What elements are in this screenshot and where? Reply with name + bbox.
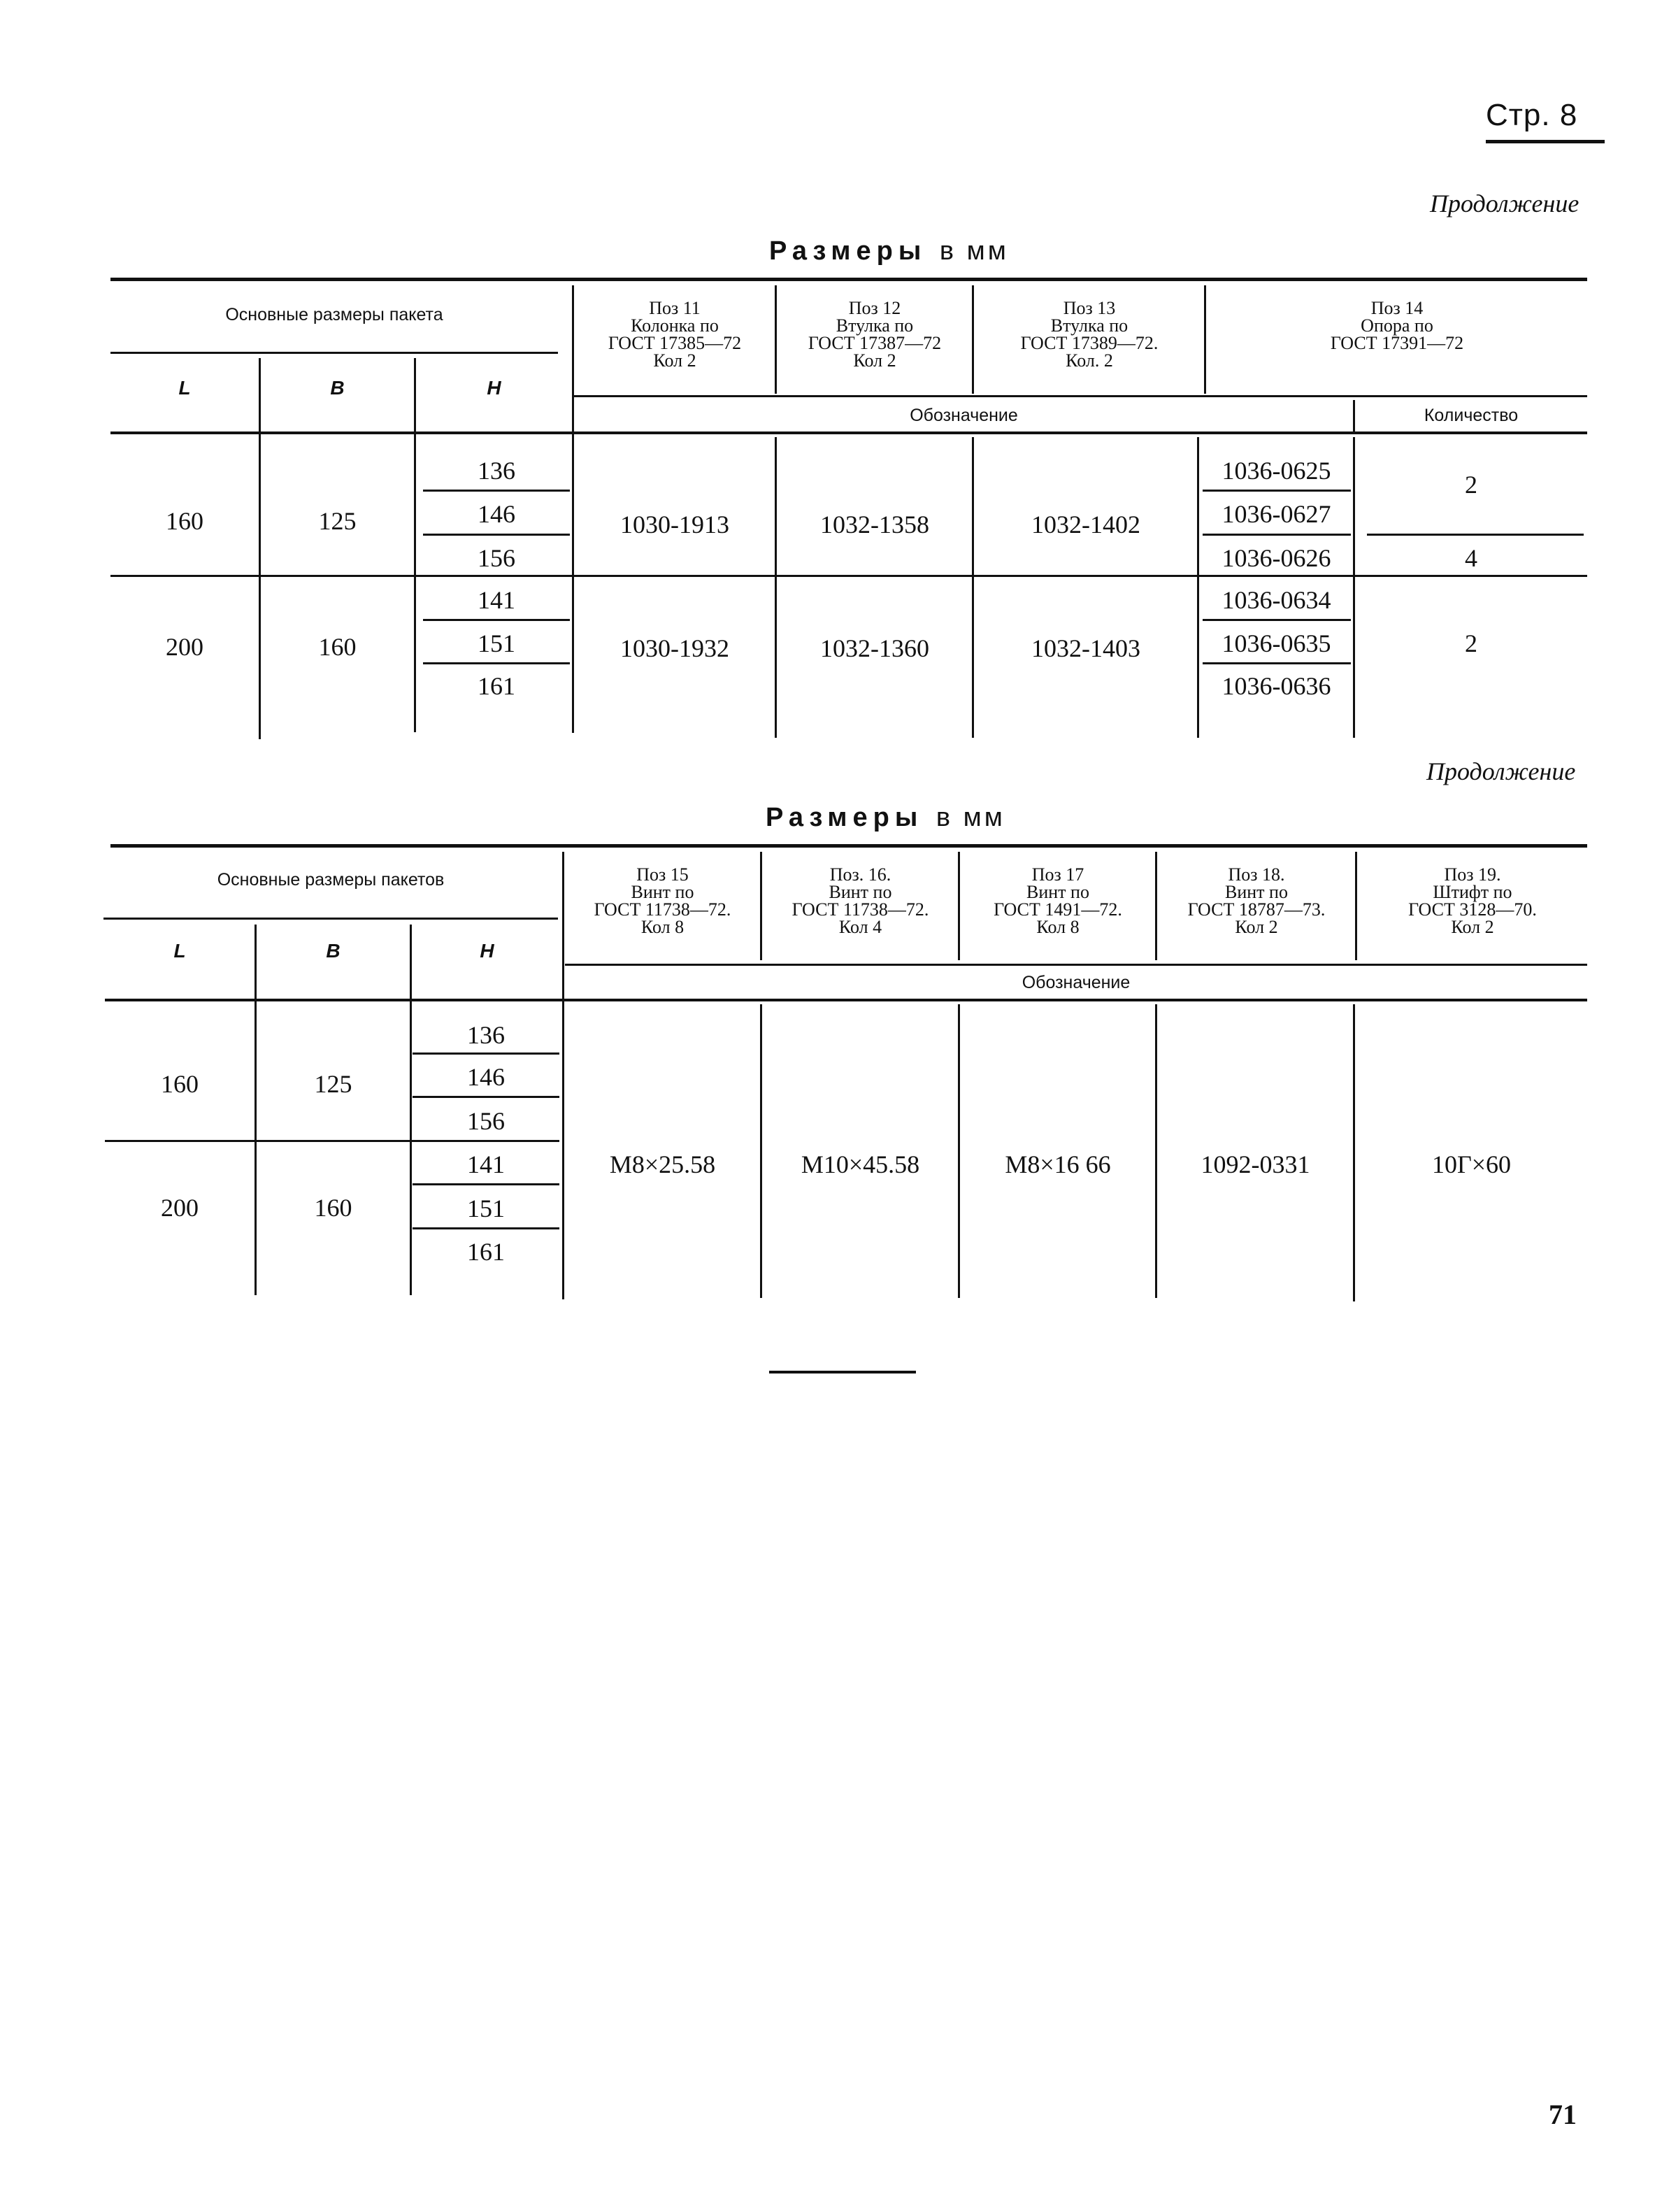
t2-vline	[1155, 852, 1157, 960]
t1-group-header: Основные размеры пакета	[225, 304, 443, 324]
t1-qty-val: 4	[1465, 543, 1477, 572]
pos-line: Поз. 16.	[829, 864, 891, 885]
t2-L-160: 160	[161, 1070, 199, 1098]
t2-H-cell: 156	[467, 1106, 505, 1135]
t2-vline	[760, 1004, 762, 1298]
t1-H-cell: 151	[478, 629, 515, 657]
pos-line: Колонка по	[631, 315, 719, 336]
t2-pos17-header	[961, 866, 1155, 936]
t1-pos14-val: 1036-0627	[1221, 499, 1331, 528]
pos-line: Кол 2	[853, 350, 896, 371]
table2-caption	[766, 803, 1005, 833]
t1-pos13-val: 1032-1403	[1031, 634, 1140, 662]
t1-h-rule	[423, 490, 570, 492]
t1-L-160: 160	[166, 507, 203, 535]
pos-line: Винт по	[631, 882, 694, 902]
t2-designation-label: Обозначение	[1022, 972, 1131, 992]
t1-pos13-header	[975, 299, 1204, 369]
t1-vline	[1197, 437, 1199, 738]
t2-axis-L: L	[173, 940, 186, 962]
header-underline	[1486, 140, 1605, 143]
t2-h-rule	[413, 1227, 559, 1229]
pos-line: Поз 11	[649, 298, 701, 318]
t2-pos17-val: M8×16 66	[1005, 1150, 1111, 1178]
t2-pos16-header	[763, 866, 958, 936]
t1-pos14-val: 1036-0625	[1221, 456, 1331, 485]
pos-line: Винт по	[1026, 882, 1089, 902]
t1-pos12-val: 1032-1358	[820, 511, 929, 538]
pos-line: ГОСТ 18787—73.	[1187, 899, 1326, 920]
pos-line: ГОСТ 11738—72.	[594, 899, 731, 920]
t2-axis-B: B	[326, 940, 341, 962]
pos-line: Кол 4	[838, 917, 882, 937]
continuation-label-1: Продолжение	[1430, 190, 1579, 217]
t1-B-160: 160	[318, 633, 357, 661]
t2-pos15-header	[565, 866, 760, 936]
t2-group-rule	[103, 918, 558, 920]
t1-pos11-header	[575, 299, 775, 369]
t2-pos15-val: M8×25.58	[609, 1150, 716, 1178]
t1-pos12-header	[778, 299, 972, 369]
pos-line: ГОСТ 17391—72	[1330, 333, 1464, 353]
t1-H-cell: 156	[478, 543, 515, 572]
end-dash	[769, 1371, 916, 1373]
pos-line: Поз 19.	[1444, 864, 1501, 885]
t2-axis-H: H	[480, 940, 494, 962]
t1-vline	[972, 285, 974, 394]
t1-pos12-val: 1032-1360	[820, 634, 929, 662]
page-number: 71	[1549, 2099, 1577, 2130]
t2-H-cell: 161	[467, 1237, 505, 1266]
pos-line: ГОСТ 17385—72	[608, 333, 742, 353]
pos-line: ГОСТ 11738—72.	[791, 899, 929, 920]
t2-pos19-val: 10Г×60	[1431, 1150, 1512, 1178]
t1-axis-L: L	[178, 377, 191, 399]
pos-line: Винт по	[1225, 882, 1288, 902]
t1-axis-B: B	[330, 377, 345, 399]
t1-qty-val: 2	[1465, 629, 1477, 657]
caption-unit: в мм	[936, 803, 1005, 832]
t1-pos14-header	[1207, 299, 1587, 352]
t1-H-cell: 146	[478, 499, 515, 528]
t2-vline	[760, 852, 762, 960]
t2-H-cell: 136	[467, 1020, 505, 1049]
t1-vline	[1204, 285, 1206, 394]
caption-unit: в мм	[939, 236, 1009, 266]
t2-vline	[1353, 1004, 1355, 1301]
t2-vline	[1355, 852, 1357, 960]
caption-main: Размеры	[766, 803, 924, 832]
t1-pos-rule	[573, 395, 1587, 397]
pos-line: Кол 2	[1451, 917, 1494, 937]
page-header: Стр. 8	[1486, 98, 1578, 132]
t1-L-200: 200	[166, 633, 203, 661]
t1-h-rule	[423, 534, 570, 536]
t1-pos11-val: 1030-1913	[620, 511, 729, 538]
t1-vline	[414, 358, 416, 732]
pos-line: Кол 8	[640, 917, 685, 937]
t1-qty-val: 2	[1465, 470, 1477, 499]
t1-p14-rule	[1203, 619, 1351, 621]
t2-head-rule	[105, 999, 1587, 1001]
t2-vline	[958, 1004, 960, 1298]
t1-pos13-val: 1032-1402	[1031, 511, 1140, 538]
pos-line: Опора по	[1361, 315, 1433, 336]
pos-line: Кол 2	[653, 350, 696, 371]
table1-caption	[769, 236, 1009, 266]
pos-line: ГОСТ 17387—72	[808, 333, 942, 353]
t1-vline	[972, 437, 974, 738]
t1-B-125: 125	[318, 507, 357, 535]
t2-pos18-val: 1092-0331	[1201, 1150, 1310, 1178]
pos-line: Втулка по	[1050, 315, 1129, 336]
t2-top-rule	[110, 844, 1587, 848]
pos-line: ГОСТ 1491—72.	[994, 899, 1122, 920]
pos-line: Кол 8	[1036, 917, 1080, 937]
t2-B-125: 125	[314, 1070, 352, 1098]
t2-group-header: Основные размеры пакетов	[217, 869, 445, 890]
t2-group-divider	[105, 1140, 559, 1142]
t2-vline	[1155, 1004, 1157, 1298]
t1-top-rule	[110, 278, 1587, 281]
pos-line: Поз 14	[1370, 298, 1424, 318]
t2-vline	[410, 925, 412, 1295]
t1-group-rule	[110, 352, 558, 354]
t1-vline	[775, 285, 777, 394]
pos-line: Втулка по	[836, 315, 914, 336]
pos-line: Штифт по	[1433, 882, 1512, 902]
pos-line: Винт по	[829, 882, 892, 902]
t2-vline	[958, 852, 960, 960]
pos-line: ГОСТ 17389—72.	[1020, 333, 1159, 353]
t2-h-rule	[413, 1183, 559, 1185]
t1-pos14-val: 1036-0636	[1221, 671, 1331, 700]
t2-h-rule	[413, 1096, 559, 1098]
t1-pos11-val: 1030-1932	[620, 634, 729, 662]
t1-p14-rule	[1203, 490, 1351, 492]
t2-L-200: 200	[161, 1194, 199, 1222]
t1-vline	[572, 285, 574, 733]
t2-pos18-header	[1158, 866, 1355, 936]
t1-pos14-val: 1036-0635	[1221, 629, 1331, 657]
t1-vline	[775, 437, 777, 738]
t1-p14-rule	[1203, 534, 1351, 536]
t2-vline	[562, 852, 564, 1299]
pos-line: ГОСТ 3128—70.	[1408, 899, 1537, 920]
t2-H-cell: 146	[467, 1062, 505, 1091]
continuation-label-2: Продолжение	[1426, 757, 1576, 785]
t1-quantity-label: Количество	[1424, 405, 1519, 425]
t1-h-rule	[423, 619, 570, 621]
pos-line: Кол. 2	[1066, 350, 1113, 371]
t1-h-rule	[423, 662, 570, 664]
t1-H-cell: 161	[478, 671, 515, 700]
t1-p14-rule	[1203, 662, 1351, 664]
pos-line: Поз 15	[636, 864, 689, 885]
t1-qty-rule	[1367, 534, 1584, 536]
pos-line: Поз 18.	[1228, 864, 1285, 885]
t2-pos16-val: M10×45.58	[801, 1150, 920, 1178]
t2-H-cell: 151	[467, 1194, 505, 1222]
t1-pos14-val: 1036-0634	[1221, 585, 1331, 614]
t1-designation-label: Обозначение	[910, 405, 1018, 425]
pos-line: Поз 17	[1031, 864, 1084, 885]
t2-H-cell: 141	[467, 1150, 505, 1178]
t2-pos-rule	[565, 964, 1587, 966]
caption-main: Размеры	[769, 236, 927, 266]
t1-head-rule	[110, 431, 1587, 434]
t2-B-160: 160	[314, 1194, 352, 1222]
t1-pos14-val: 1036-0626	[1221, 543, 1331, 572]
pos-line: Поз 13	[1063, 298, 1116, 318]
t2-pos19-header	[1358, 866, 1587, 936]
pos-line: Поз 12	[848, 298, 901, 318]
pos-line: Кол 2	[1235, 917, 1278, 937]
t1-axis-H: H	[487, 377, 501, 399]
t1-H-cell: 136	[478, 456, 515, 485]
t1-H-cell: 141	[478, 585, 515, 614]
